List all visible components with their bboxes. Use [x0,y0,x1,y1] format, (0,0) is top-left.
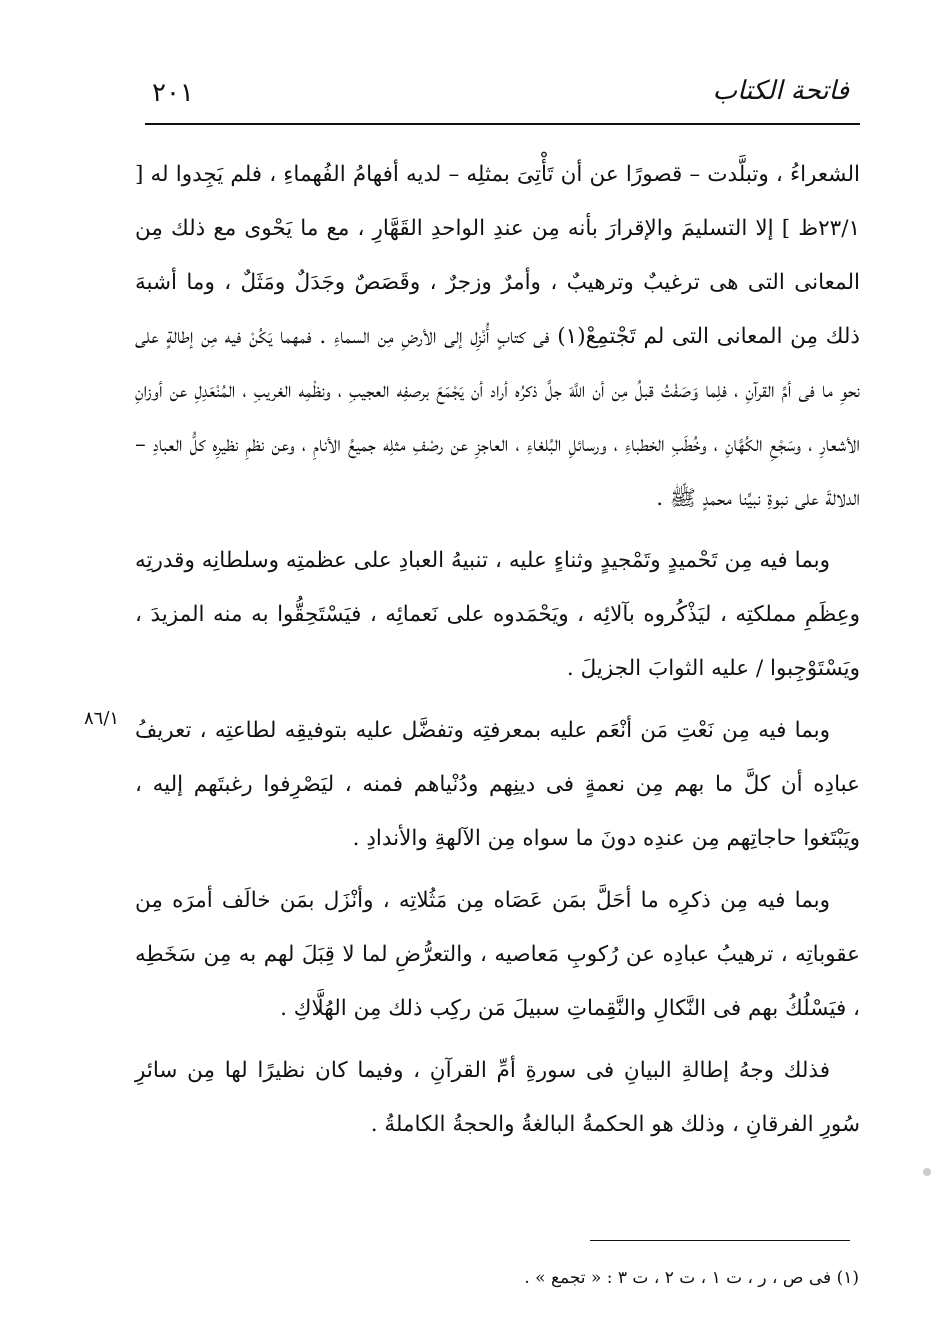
footnote-divider [590,1240,850,1241]
main-text [135,148,860,1160]
page-number: ٢٠١ [152,78,194,108]
paragraph-4: وبما فيه مِن ذكرِه ما أحَلَّ بمَن عَصَاه مِن مَثُلاتِه ، وأنْزَل بمَن خالَف أمرَه مِن عقوباتِه ، ترهيبُ عبادِه عن رُكوبِ مَعاصيه ، والتعرُّضِ لما لا قِبَلَ لهم به مِن سَخَطِه ، فيَسْلُكُ بهم فى النَّكالِ والنَّقِماتِ سبيلَ مَن ركِب ذلك مِن الهُلَّاكِ . [135,888,860,1021]
scan-mark [923,1168,931,1176]
margin-reference: ٨٦/١ [84,708,120,729]
footnote: (١) فى ص ، ر ، ت ١ ، ت ٢ ، ت ٣ : « تجمع » . [524,1268,859,1288]
paragraph-1: الشعراءُ ، وتبلَّدت – قصورًا عن أن تَأْتِىَ بمثلِه – لديه أفهامُ الفُهماءِ ، فلم يَجِدوا له [ ٢٣/١ظ ] إلا التسليمَ والإقرارَ بأنه مِن عندِ الواحدِ القَهَّارِ ، مع ما يَحْوى مع ذلك مِن المعانى التى هى ترغيبٌ وترهيبٌ ، وأمرٌ وزجرٌ ، وقَصَصٌ وجَدَلٌ ومَثَلٌ ، وما أشبهَ ذلك مِن المعانى التى لم تَجْتمِعْ(١) فى كتابٍ أُنْزِل إلى الأرضِ مِن السماءِ . فمهما يَكُنْ فيه مِن إطالةٍ على نحوِ ما فى أمِّ القرآنِ ، فلِما وَصَفْتُ قبلُ مِن أن اللَّهَ جلَّ ذكرُه أراد أن يَجْمَعَ برصفِه العجيبِ ، ونظْمِه الغريبِ ، المُنْعَدِلِ عن أوزانِ الأشعارِ ، وسَجْعِ الكُهَّانِ ، وخُطَبِ الخطباءِ ، ورسائلِ البُلغاءِ ، العاجزِ عن رصْفِ مثلِه جميعُ الأنامِ ، وعن نظمِ نظيرِه كلُّ العبادِ – الدلالةَ على نبوةِ نبيِّنا محمدٍ ﷺ . [135,162,860,511]
paragraph-3: وبما فيه مِن نَعْتِ مَن أنْعَم عليه بمعرفتِه وتفضَّل عليه بتوفيقِه لطاعتِه ، تعريفُ عبادِه أن كلَّ ما بهم مِن نعمةٍ فى دينِهم ودُنْياهم فمنه ، ليَصْرِفوا رغبتَهم إليه ، ويَبْتَغوا حاجاتِهم مِن عندِه دونَ ما سواه مِن الآلهةِ والأندادِ . [135,718,860,851]
header-divider [145,123,860,125]
running-header [140,70,859,120]
paragraph-5: فذلك وجهُ إطالةِ البيانِ فى سورةِ أمِّ القرآنِ ، وفيما كان نظيرًا لها مِن سائرِ سُورِ الفرقانِ ، وذلك هو الحكمةُ البالغةُ والحجةُ الكاملةُ . [135,1058,860,1137]
running-title: فاتحة الكتاب [712,76,849,106]
paragraph-2: وبما فيه مِن تَحْميدٍ وتَمْجيدٍ وثناءٍ عليه ، تنبيهُ العبادِ على عظمتِه وسلطانِه وقدرتِه وعِظَمِ مملكتِه ، ليَذْكُروه بآلائِه ، ويَحْمَدوه على نَعمائِه ، فيَسْتَحِقُّوا به منه المزيدَ ، ويَسْتَوْجِبوا / عليه الثوابَ الجزيلَ . [135,548,860,681]
